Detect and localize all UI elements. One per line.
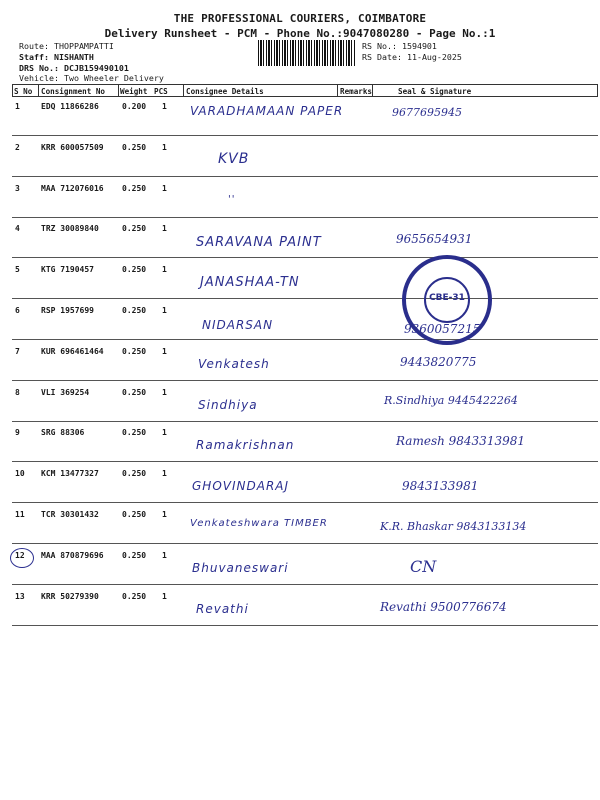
row-sno: 9 xyxy=(15,428,20,438)
row-signature: Revathi 9500776674 xyxy=(380,599,507,614)
row-consignee: Sindhiya xyxy=(198,397,258,412)
header-remarks: Remarks xyxy=(340,87,373,96)
row-signature: CN xyxy=(410,556,437,576)
row-consignee: VARADHAMAAN PAPER xyxy=(190,104,344,118)
row-consignment-no: TCR 30301432 xyxy=(41,510,99,519)
row-pcs: 1 xyxy=(162,183,167,193)
row-weight: 0.250 xyxy=(122,469,147,479)
row-consignee: Venkateshwara TIMBER xyxy=(190,518,328,529)
header-signature: Seal & Signature xyxy=(398,87,472,96)
staff-label: Staff: NISHANTH xyxy=(19,52,94,62)
row-pcs: 1 xyxy=(162,469,167,479)
runsheet-title: Delivery Runsheet - PCM - Phone No.:9047080280 - Page No.:1 xyxy=(104,27,496,40)
row-weight: 0.250 xyxy=(122,346,147,356)
row-sno: 1 xyxy=(15,102,20,111)
row-signature: 9655654931 xyxy=(396,232,473,247)
row-consignee: JANASHAA-TN xyxy=(200,275,300,291)
rs-date-label: RS Date: 11-Aug-2025 xyxy=(362,52,462,62)
drs-label: DRS No.: DCJB159490101 xyxy=(19,63,129,73)
row-consignment-no: KRR 600057509 xyxy=(41,142,104,152)
row-weight: 0.200 xyxy=(122,102,147,111)
row-consignee: Venkatesh xyxy=(198,356,270,371)
header-pcs: PCS xyxy=(154,87,168,96)
table-row xyxy=(12,504,598,544)
row-signature: Ramesh 9843313981 xyxy=(396,434,525,449)
row-consignment-no: EDQ 11866286 xyxy=(41,102,99,111)
table-row xyxy=(12,422,598,462)
row-sno: 3 xyxy=(15,183,20,193)
row-weight: 0.250 xyxy=(122,224,147,234)
row-consignee: Bhuvaneswari xyxy=(192,560,289,575)
row-12-circle-mark xyxy=(10,548,34,568)
row-consignee: Ramakrishnan xyxy=(196,438,295,453)
col-rule xyxy=(38,84,39,96)
row-sno: 10 xyxy=(15,469,25,479)
row-consignment-no: KCM 13477327 xyxy=(41,469,99,479)
row-weight: 0.250 xyxy=(122,142,147,152)
table-row xyxy=(12,300,598,340)
row-consignment-no: KRR 50279390 xyxy=(41,591,99,601)
row-consignee: KVB xyxy=(218,150,250,167)
row-sno: 6 xyxy=(15,306,20,315)
row-consignee: NIDARSAN xyxy=(202,318,274,332)
row-signature: 9360057215 xyxy=(404,322,481,336)
row-pcs: 1 xyxy=(162,387,167,397)
barcode-image xyxy=(258,40,356,66)
row-weight: 0.250 xyxy=(122,387,147,397)
table-top-rule xyxy=(12,84,598,85)
row-consignment-no: MAA 870879696 xyxy=(41,550,104,560)
row-weight: 0.250 xyxy=(122,306,147,315)
header-consignee: Consignee Details xyxy=(186,87,264,96)
row-weight: 0.250 xyxy=(122,428,147,438)
table-row xyxy=(12,586,598,626)
row-sno: 12 xyxy=(15,550,25,560)
row-consignee: Revathi xyxy=(196,601,249,616)
row-sno: 2 xyxy=(15,142,20,152)
row-sno: 11 xyxy=(15,510,25,519)
vehicle-label: Vehicle: Two Wheeler Delivery xyxy=(19,73,164,83)
table-row xyxy=(12,137,598,177)
rs-no-label: RS No.: 1594901 xyxy=(362,41,437,51)
row-weight: 0.250 xyxy=(122,510,147,519)
row-pcs: 1 xyxy=(162,591,167,601)
row-pcs: 1 xyxy=(162,346,167,356)
company-title: THE PROFESSIONAL COURIERS, COIMBATORE xyxy=(173,12,427,25)
header-weight: Weight xyxy=(120,87,148,96)
col-rule xyxy=(372,84,373,96)
row-weight: 0.250 xyxy=(122,550,147,560)
col-rule xyxy=(597,84,598,96)
table-row xyxy=(12,341,598,381)
table-row xyxy=(12,545,598,585)
row-signature: K.R. Bhaskar 9843133134 xyxy=(380,520,527,533)
row-pcs: 1 xyxy=(162,510,167,519)
row-consignment-no: RSP 1957699 xyxy=(41,306,94,315)
route-label: Route: THOPPAMPATTI xyxy=(19,41,114,51)
row-consignee: '' xyxy=(228,193,236,205)
row-signature: 9677695945 xyxy=(392,106,462,119)
row-pcs: 1 xyxy=(162,306,167,315)
table-row xyxy=(12,463,598,503)
row-weight: 0.250 xyxy=(122,265,147,275)
row-consignee: SARAVANA PAINT xyxy=(196,235,322,251)
row-consignment-no: KTG 7190457 xyxy=(41,265,94,275)
table-row xyxy=(12,259,598,299)
row-consignment-no: SRG 88306 xyxy=(41,428,85,438)
col-rule xyxy=(183,84,184,96)
row-pcs: 1 xyxy=(162,102,167,111)
row-rule xyxy=(12,625,598,626)
row-pcs: 1 xyxy=(162,265,167,275)
row-weight: 0.250 xyxy=(122,183,147,193)
header-sno: S No xyxy=(14,87,33,96)
row-weight: 0.250 xyxy=(122,591,147,601)
row-signature: 9843133981 xyxy=(402,479,479,494)
table-row xyxy=(12,96,598,136)
row-pcs: 1 xyxy=(162,550,167,560)
table-row xyxy=(12,218,598,258)
row-sno: 5 xyxy=(15,265,20,275)
row-consignee: GHOVINDARAJ xyxy=(192,479,290,494)
col-rule xyxy=(12,84,13,96)
table-row xyxy=(12,382,598,422)
row-sno: 4 xyxy=(15,224,20,234)
row-pcs: 1 xyxy=(162,142,167,152)
row-consignment-no: MAA 712076016 xyxy=(41,183,104,193)
row-signature: R.Sindhiya 9445422264 xyxy=(384,393,518,407)
seal-text: CBE-31 xyxy=(429,293,465,303)
row-sno: 8 xyxy=(15,387,20,397)
row-pcs: 1 xyxy=(162,428,167,438)
row-signature: 9443820775 xyxy=(400,354,477,369)
row-consignment-no: VLI 369254 xyxy=(41,387,90,397)
col-rule xyxy=(337,84,338,96)
col-rule xyxy=(118,84,119,96)
company-seal-stamp xyxy=(402,255,492,345)
row-pcs: 1 xyxy=(162,224,167,234)
row-sno: 7 xyxy=(15,346,20,356)
row-consignment-no: KUR 696461464 xyxy=(41,346,104,356)
row-sno: 13 xyxy=(15,591,25,601)
header-consignment: Consignment No xyxy=(41,87,106,96)
row-consignment-no: TRZ 30089840 xyxy=(41,224,99,234)
table-row xyxy=(12,178,598,218)
